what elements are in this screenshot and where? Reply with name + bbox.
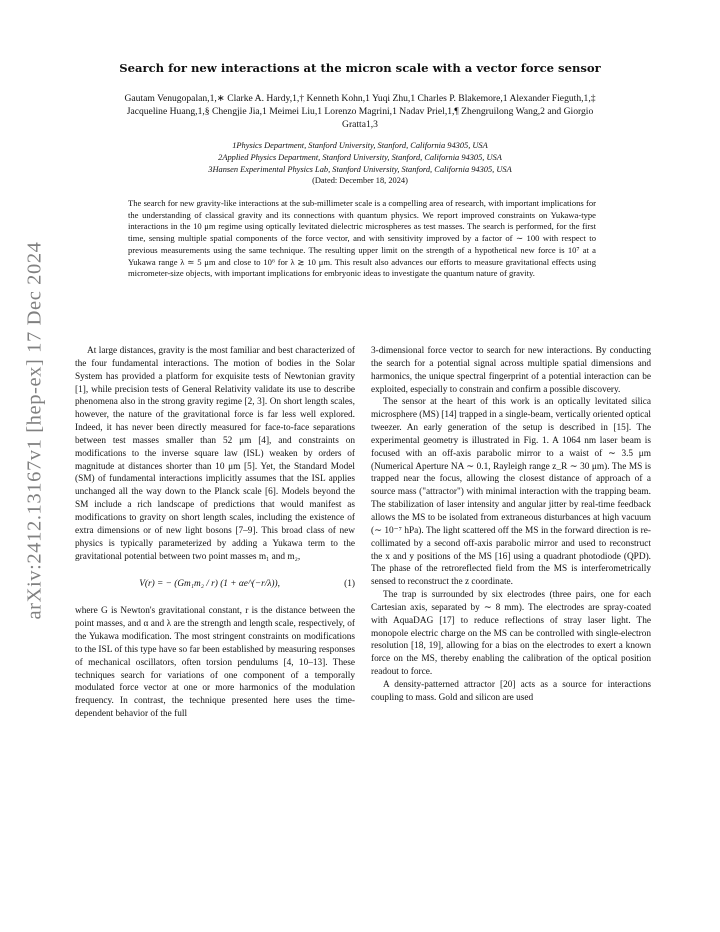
author-list: Gautam Venugopalan,1,∗ Clarke A. Hardy,1,† Kenneth Kohn,1 Yuqi Zhu,1 Charles P. Blakemore,1 Alexander Fieguth,1,‡ Jacqueline Huang,1,§ Chengjie Jia,1 Meimei Liu,1 Lorenzo Magrini,1 Nadav Priel,1,¶ Zhengruilong Wang,2 and Giorgio Gratta1,3 (124, 93, 596, 131)
equation-1 (75, 571, 355, 597)
right-paragraph-3: The trap is surrounded by six electrodes (three pairs, one for each Cartesian axis, separated by ∼ 8 mm). The electrodes are spray-coated with AquaDAG [17] to reduce reflections of stray laser light. The monopole electric charge on the MS can be controlled with single-electron resolution [18, 19], allowing for a bias on the electrodes to exert a known force on the MS, thereby enabling the calibration of the optical position readout to force. (371, 590, 651, 678)
equation-number: (1) (344, 578, 355, 589)
dated-line: (Dated: December 18, 2024) (312, 176, 408, 186)
right-column (371, 345, 651, 705)
paper-title: Search for new interactions at the micron scale with a vector force sensor (119, 61, 601, 75)
right-paragraph-1: 3-dimensional force vector to search for new interactions. By conducting the search for a potential signal across multiple spatial dimensions and harmonics, the unique spectral fingerprint of a potential interaction can be exploited, especially to constrain and confirm a possible discovery. (371, 346, 651, 395)
equation-body: V(r) = − (Gm₁m₂ / r) (1 + αe^(−r/λ)), (139, 578, 280, 589)
abstract: The search for new gravity-like interactions at the sub-millimeter scale is a compelling area of research, with important implications for the understanding of classical gravity and its connections with quantum physics. We report improved constraints on Yukawa-type interactions in the 10 μm regime using optically levitated dielectric microspheres as test masses. The search is performed, for the first time, sensing multiple spatial components of the force vector, and with sensitivity improved by a factor of ∼ 100 with respect to previous measurements using the same technique. The resulting upper limit on the strength of a hypothetical new force is 10⁷ at a Yukawa range λ ≃ 5 μm and close to 10⁶ for λ ≳ 10 μm. This result also advances our efforts to measure gravitational effects using micrometer-size objects, with important implications for embryonic ideas to investigate the quantum nature of gravity. (128, 198, 596, 279)
right-paragraph-2: The sensor at the heart of this work is an optically levitated silica microsphere (MS) [14] trapped in a single-beam, vertically oriented optical tweezer. An early generation of the setup is described in [15]. The experimental geometry is illustrated in Fig. 1. A 1064 nm laser beam is focused with an off-axis parabolic mirror to a waist of ∼ 3.5 μm (Numerical Aperture NA ∼ 0.1, Rayleigh range z_R ∼ 30 μm). The MS is trapped near the focus, allowing the closest distance of approach of a source mass ("attractor") with minimal interaction with the trapping beam. The stabilization of laser intensity and angular jitter by real-time feedback allows the MS to be isolated from extraneous disturbances at high vacuum (∼ 10⁻⁷ hPa). The light scattered off the MS in the forward direction is re-collimated by a second off-axis parabolic mirror and used to reconstruct the x and y positions of the MS [16] using a quadrant photodiode (QPD). The phase of the retroreflected field from the MS is interferometrically sensed to reconstruct the z coordinate. (371, 397, 651, 588)
arxiv-identifier-stamp (14, 225, 56, 635)
affiliation-1: 1Physics Department, Stanford University, Stanford, California 94305, USA (232, 141, 488, 150)
affiliation-3: 3Hansen Experimental Physics Lab, Stanford University, Stanford, California 94305, USA (208, 164, 512, 174)
arxiv-identifier-text: arXiv:2412.13167v1 [hep-ex] 17 Dec 2024 (23, 240, 46, 620)
affiliation-2: 2Applied Physics Department, Stanford University, Stanford, California 94305, USA (218, 152, 502, 162)
left-column (75, 345, 355, 721)
intro-paragraph-1: At large distances, gravity is the most familiar and best characterized of the four fundamental interactions. The motion of bodies in the Solar System has provided a platform for exquisite tests of Newtonian gravity [1], while precision tests of General Relativity validate its use to describe phenomena also in the strong gravity regime [2, 3]. On short length scales, however, the nature of the gravitational force is far less well explored. Indeed, it has never been directly measured for face-to-face separations between test masses smaller than 52 μm [4], and constraints on modifications to the inverse square law (ISL) weaken by orders of magnitude at distances shorter than 10 μm [5]. Yet, the Standard Model (SM) of fundamental interactions implicitly assumes that the ISL applies unchanged all the way down to the Planck scale [6]. Models beyond the SM include a rich landscape of predictions that would manifest as modifications to gravity on short length scales, including the existence of extra dimensions or of new light bosons [7–9]. This broad class of new physics is typically parameterized by adding a Yukawa term to the gravitational potential between two point masses m₁ and m₂, (75, 346, 355, 562)
intro-paragraph-2: where G is Newton's gravitational constant, r is the distance between the point masses, and α and λ are the strength and length scale, respectively, of the Yukawa modification. The most stringent constraints on modifications to the ISL of this type have so far been established by measuring responses of mechanical oscillators, often torsion pendulums [4, 10–13]. These techniques search for variations of one component of a temporally modulated force vector at one or more harmonics of the modulation frequency. In contrast, the technique presented here uses the time-dependent behavior of the full (75, 606, 355, 720)
affiliations-block (120, 140, 600, 187)
right-paragraph-4: A density-patterned attractor [20] acts as a source for interactions coupling to mass. Gold and silicon are used (371, 679, 651, 703)
